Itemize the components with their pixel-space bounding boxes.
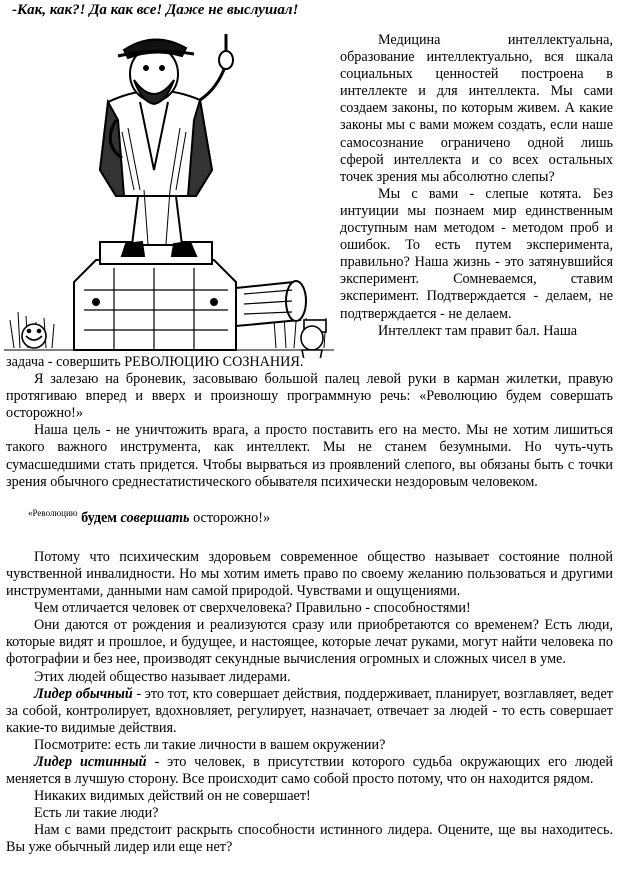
paragraph bbox=[6, 686, 613, 737]
paragraph: Посмотрите: есть ли такие личности в вашем окружении? bbox=[34, 736, 386, 753]
main-text bbox=[6, 354, 613, 857]
quote-bold-italic-text: совершать bbox=[120, 509, 190, 526]
paragraph: Медицина интеллектуальна, образование интеллектуально, вся шкала социальных ценностей построена в интеллекте и для интеллекта. Мы сами создаем законы, по которым живем. А какие законы мы с вами можем создать, если наше самосознание ограничено одной лишь сферой интеллекта и со всех остальных точек зрения мы абсолютно слепы? bbox=[340, 32, 613, 185]
paragraph-body: - это человек, в присутствии которого судьба окружающих его людей меняется в лучшую сторону. Все происходит само собой просто потому, что он находится рядом. bbox=[6, 753, 614, 788]
paragraph: Никаких видимых действий он не совершает! bbox=[34, 788, 311, 805]
paragraph: Мы с вами - слепые котята. Без интуиции мы познаем мир единственным доступным нам методом - методом проб и ошибок. То есть путем эксперимента, правильно? Наша жизнь - это затянувшийся эксперимент. Сомневаемся, ставим эксперимент. Подтверждается - делаем, не подтверждается - не делаем. bbox=[340, 185, 613, 322]
paragraph: Нам с вами предстоит раскрыть способности истинного лидера. Оцените, ще вы находитесь. Вы уже обычный лидер или еще нет? bbox=[6, 822, 613, 856]
quote-rest-text: осторожно!» bbox=[193, 509, 271, 526]
paragraph-continuation: задача - совершить РЕВОЛЮЦИЮ СОЗНАНИЯ. bbox=[6, 354, 304, 370]
armored-car bbox=[74, 242, 306, 350]
illustration-caption: -Как, как?! Да как все! Даже не выслушал! bbox=[12, 2, 299, 18]
side-column-text bbox=[340, 32, 613, 340]
paragraph: Этих людей общество называет лидерами. bbox=[34, 668, 291, 685]
paragraph: Есть ли такие люди? bbox=[34, 805, 159, 822]
paragraph bbox=[6, 754, 613, 788]
paragraph: Потому что психическим здоровьем современное общество называет состояние полной чувственной инвалидности. Но мы хотим иметь право по своему желанию пользоваться и другими инструментами, данными нам самой природой. Чувствами и ощущениями. bbox=[6, 548, 613, 600]
standing-figure bbox=[100, 34, 233, 256]
term-true-leader: Лидер истинный bbox=[34, 753, 147, 770]
quote-bold-text: будем bbox=[81, 509, 117, 526]
paragraph: Интеллект там правит бал. Наша bbox=[378, 322, 578, 339]
paragraph-body: - это тот, кто совершает действия, поддерживает, планирует, возглавляет, ведет за собой, контролирует, вдохновляет, регулирует, назначает, отвечает за людей - то есть совершает какие-то видимые действия. bbox=[6, 685, 613, 736]
pull-quote bbox=[6, 505, 613, 527]
paragraph: Чем отличается человек от сверхчеловека? Правильно - способностями! bbox=[34, 600, 471, 617]
term-ordinary-leader: Лидер обычный bbox=[34, 685, 133, 702]
paragraph: Они даются от рождения и реализуются сразу или приобретаются со временем? Есть люди, которые видят и прошлое, и будущее, и настоящее, которые лечат руками, могут найти человека по фотографии и без нее, производят секундные вычисления огромных и сложных чисел в уме. bbox=[6, 617, 613, 668]
paragraph: Я залезаю на броневик, засовываю большой палец левой руки в карман жилетки, правую протягиваю вперед и вверх и произношу программную речь: «Революцию будем совершать осторожно!» bbox=[6, 371, 613, 422]
cartoon-illustration bbox=[4, 20, 334, 358]
paragraph: Наша цель - не уничтожить врага, а просто поставить его на место. Мы не хотим лишиться такого важного инструмента, как интеллект. Мы не станем безумными. Но чуть-чуть сумасшедшими стать придется. Чтобы вырваться из проявлений слепого, вы обязаны быть с точки зрения обычного среднестатистического обывателя психически нездоровым человеком. bbox=[6, 422, 613, 490]
quote-small-text: «Революцию bbox=[28, 507, 78, 518]
